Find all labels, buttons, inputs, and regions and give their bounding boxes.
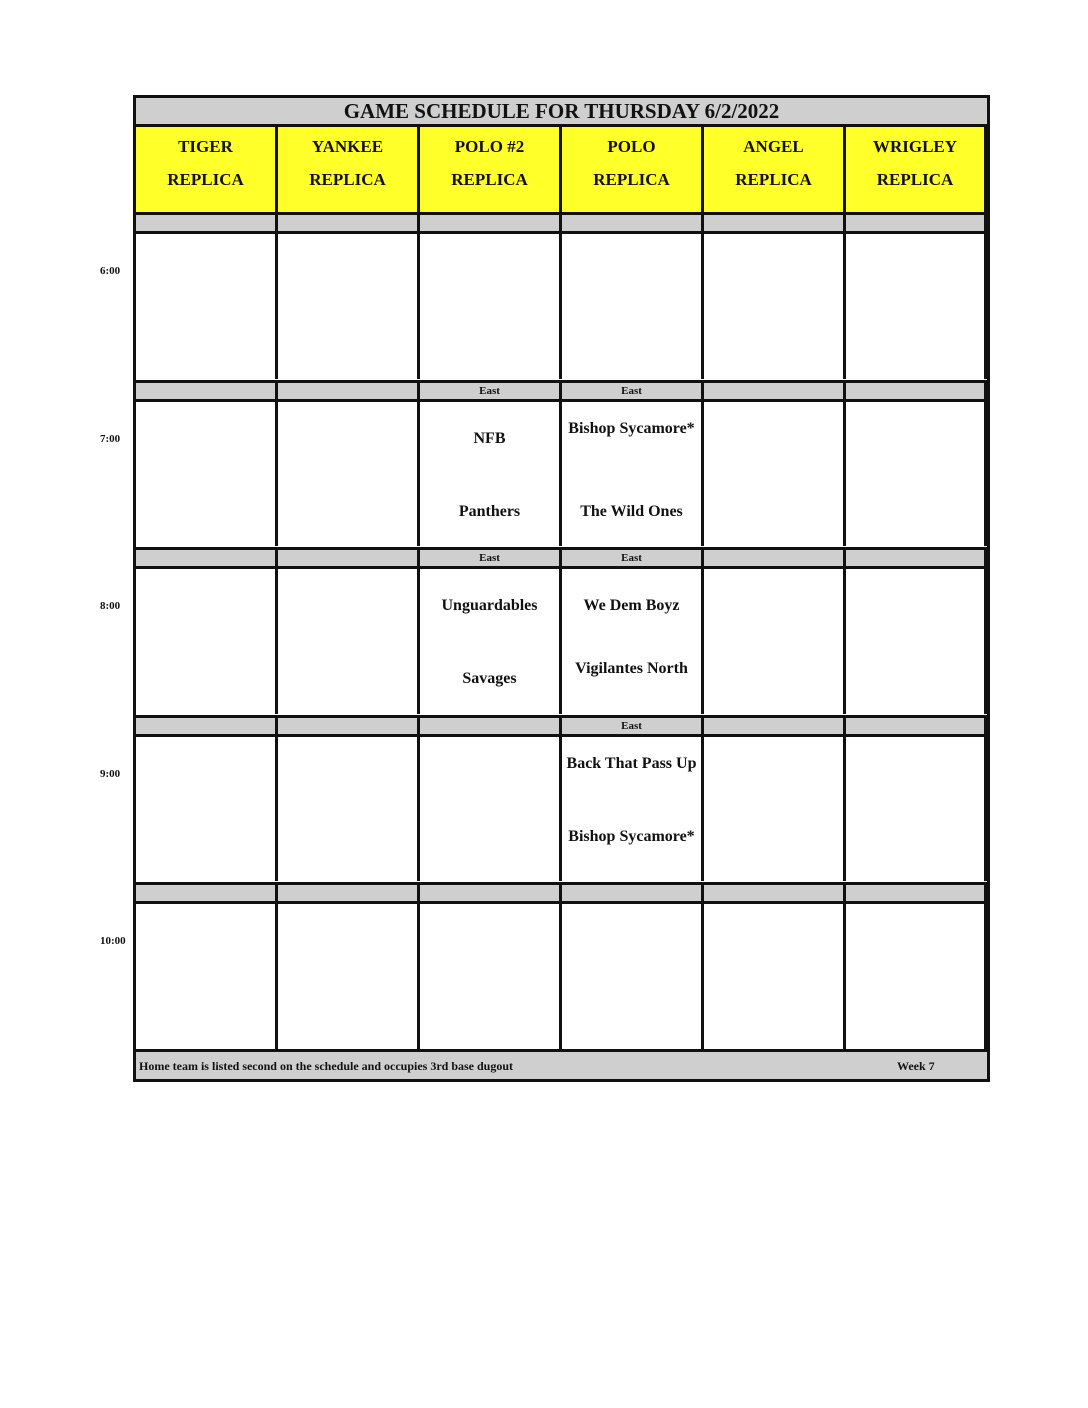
field-header [420, 127, 562, 212]
field-name: WRIGLEY [872, 137, 958, 156]
home-team: Panthers [458, 502, 521, 520]
field-header [704, 127, 846, 212]
time-label: 7:00 [100, 432, 121, 445]
slot-band [704, 380, 846, 402]
game-cell [704, 402, 846, 547]
slot-band [420, 882, 562, 904]
game-cell [420, 737, 562, 882]
slot-band: East [562, 547, 704, 569]
slot-band [562, 212, 704, 234]
away-team: Back That Pass Up [566, 754, 697, 772]
schedule-footer [136, 1049, 987, 1079]
game-cell [704, 737, 846, 882]
field-type: REPLICA [876, 170, 954, 189]
game-cell [420, 234, 562, 379]
game-cell [420, 904, 562, 1049]
game-cell [136, 569, 278, 714]
slot-band: East [420, 547, 562, 569]
slot-band [136, 715, 278, 737]
field-name: YANKEE [311, 137, 384, 156]
game-cell [278, 402, 420, 547]
game-cell [136, 737, 278, 882]
slot-band: East [420, 380, 562, 402]
home-team: The Wild Ones [580, 502, 683, 520]
slot-band [704, 715, 846, 737]
slot-band [278, 380, 420, 402]
slot-band [846, 212, 987, 234]
game-cell [420, 569, 562, 714]
slot-band: East [562, 715, 704, 737]
home-team: Bishop Sycamore* [568, 827, 695, 845]
time-label: 9:00 [100, 767, 121, 780]
game-cell [278, 737, 420, 882]
slot-band [846, 882, 987, 904]
time-label: 8:00 [100, 600, 121, 612]
game-cell [278, 904, 420, 1049]
slot-band [136, 882, 278, 904]
slot-band [278, 882, 420, 904]
game-cell [562, 737, 704, 882]
slot-band [846, 380, 987, 402]
slot-band [420, 212, 562, 234]
away-team: NFB [473, 429, 506, 447]
field-header [278, 127, 420, 212]
game-cell [136, 234, 278, 379]
slot-band [278, 212, 420, 234]
field-name: POLO #2 [454, 137, 525, 156]
slot-band: East [562, 380, 704, 402]
field-header [136, 127, 278, 212]
game-cell [846, 234, 987, 379]
game-cell [562, 234, 704, 379]
game-cell [704, 904, 846, 1049]
slot-band [420, 715, 562, 737]
schedule-grid [133, 95, 990, 1082]
field-name: ANGEL [743, 137, 804, 156]
time-label: 10:00 [100, 935, 126, 947]
field-type: REPLICA [451, 170, 528, 189]
slot-band [136, 547, 278, 569]
slot-band [278, 547, 420, 569]
game-cell [562, 569, 704, 714]
game-cell [846, 402, 987, 547]
game-cell [846, 737, 987, 882]
game-cell [278, 569, 420, 714]
game-cell [846, 904, 987, 1049]
home-team: Savages [462, 670, 517, 687]
slot-band [704, 882, 846, 904]
slot-band [846, 547, 987, 569]
slot-band [846, 715, 987, 737]
field-name: POLO [607, 137, 656, 156]
away-team: Bishop Sycamore* [568, 419, 695, 437]
game-cell [420, 402, 562, 547]
slot-band [704, 547, 846, 569]
field-header [562, 127, 704, 212]
game-cell [562, 904, 704, 1049]
slot-band [704, 212, 846, 234]
field-type: REPLICA [735, 170, 812, 189]
field-type: REPLICA [167, 170, 244, 189]
slot-band [562, 882, 704, 904]
home-team: Vigilantes North [575, 660, 688, 677]
week-label: Week 7 [897, 1059, 935, 1073]
field-type: REPLICA [309, 170, 386, 189]
away-team: We Dem Boyz [583, 597, 680, 614]
slot-band [278, 715, 420, 737]
slot-band [136, 212, 278, 234]
game-cell [704, 569, 846, 714]
game-cell [136, 402, 278, 547]
slot-band [136, 380, 278, 402]
away-team: Unguardables [441, 597, 538, 614]
game-cell [136, 904, 278, 1049]
game-cell [846, 569, 987, 714]
game-cell [278, 234, 420, 379]
footer-note: Home team is listed second on the schedule and occupies 3rd base dugout [139, 1059, 514, 1073]
game-cell [562, 402, 704, 547]
game-cell [704, 234, 846, 379]
time-label: 6:00 [100, 265, 121, 277]
schedule-title: GAME SCHEDULE FOR THURSDAY 6/2/2022 [136, 98, 987, 127]
field-name: TIGER [178, 137, 233, 156]
field-header [846, 127, 987, 212]
field-type: REPLICA [593, 170, 670, 189]
